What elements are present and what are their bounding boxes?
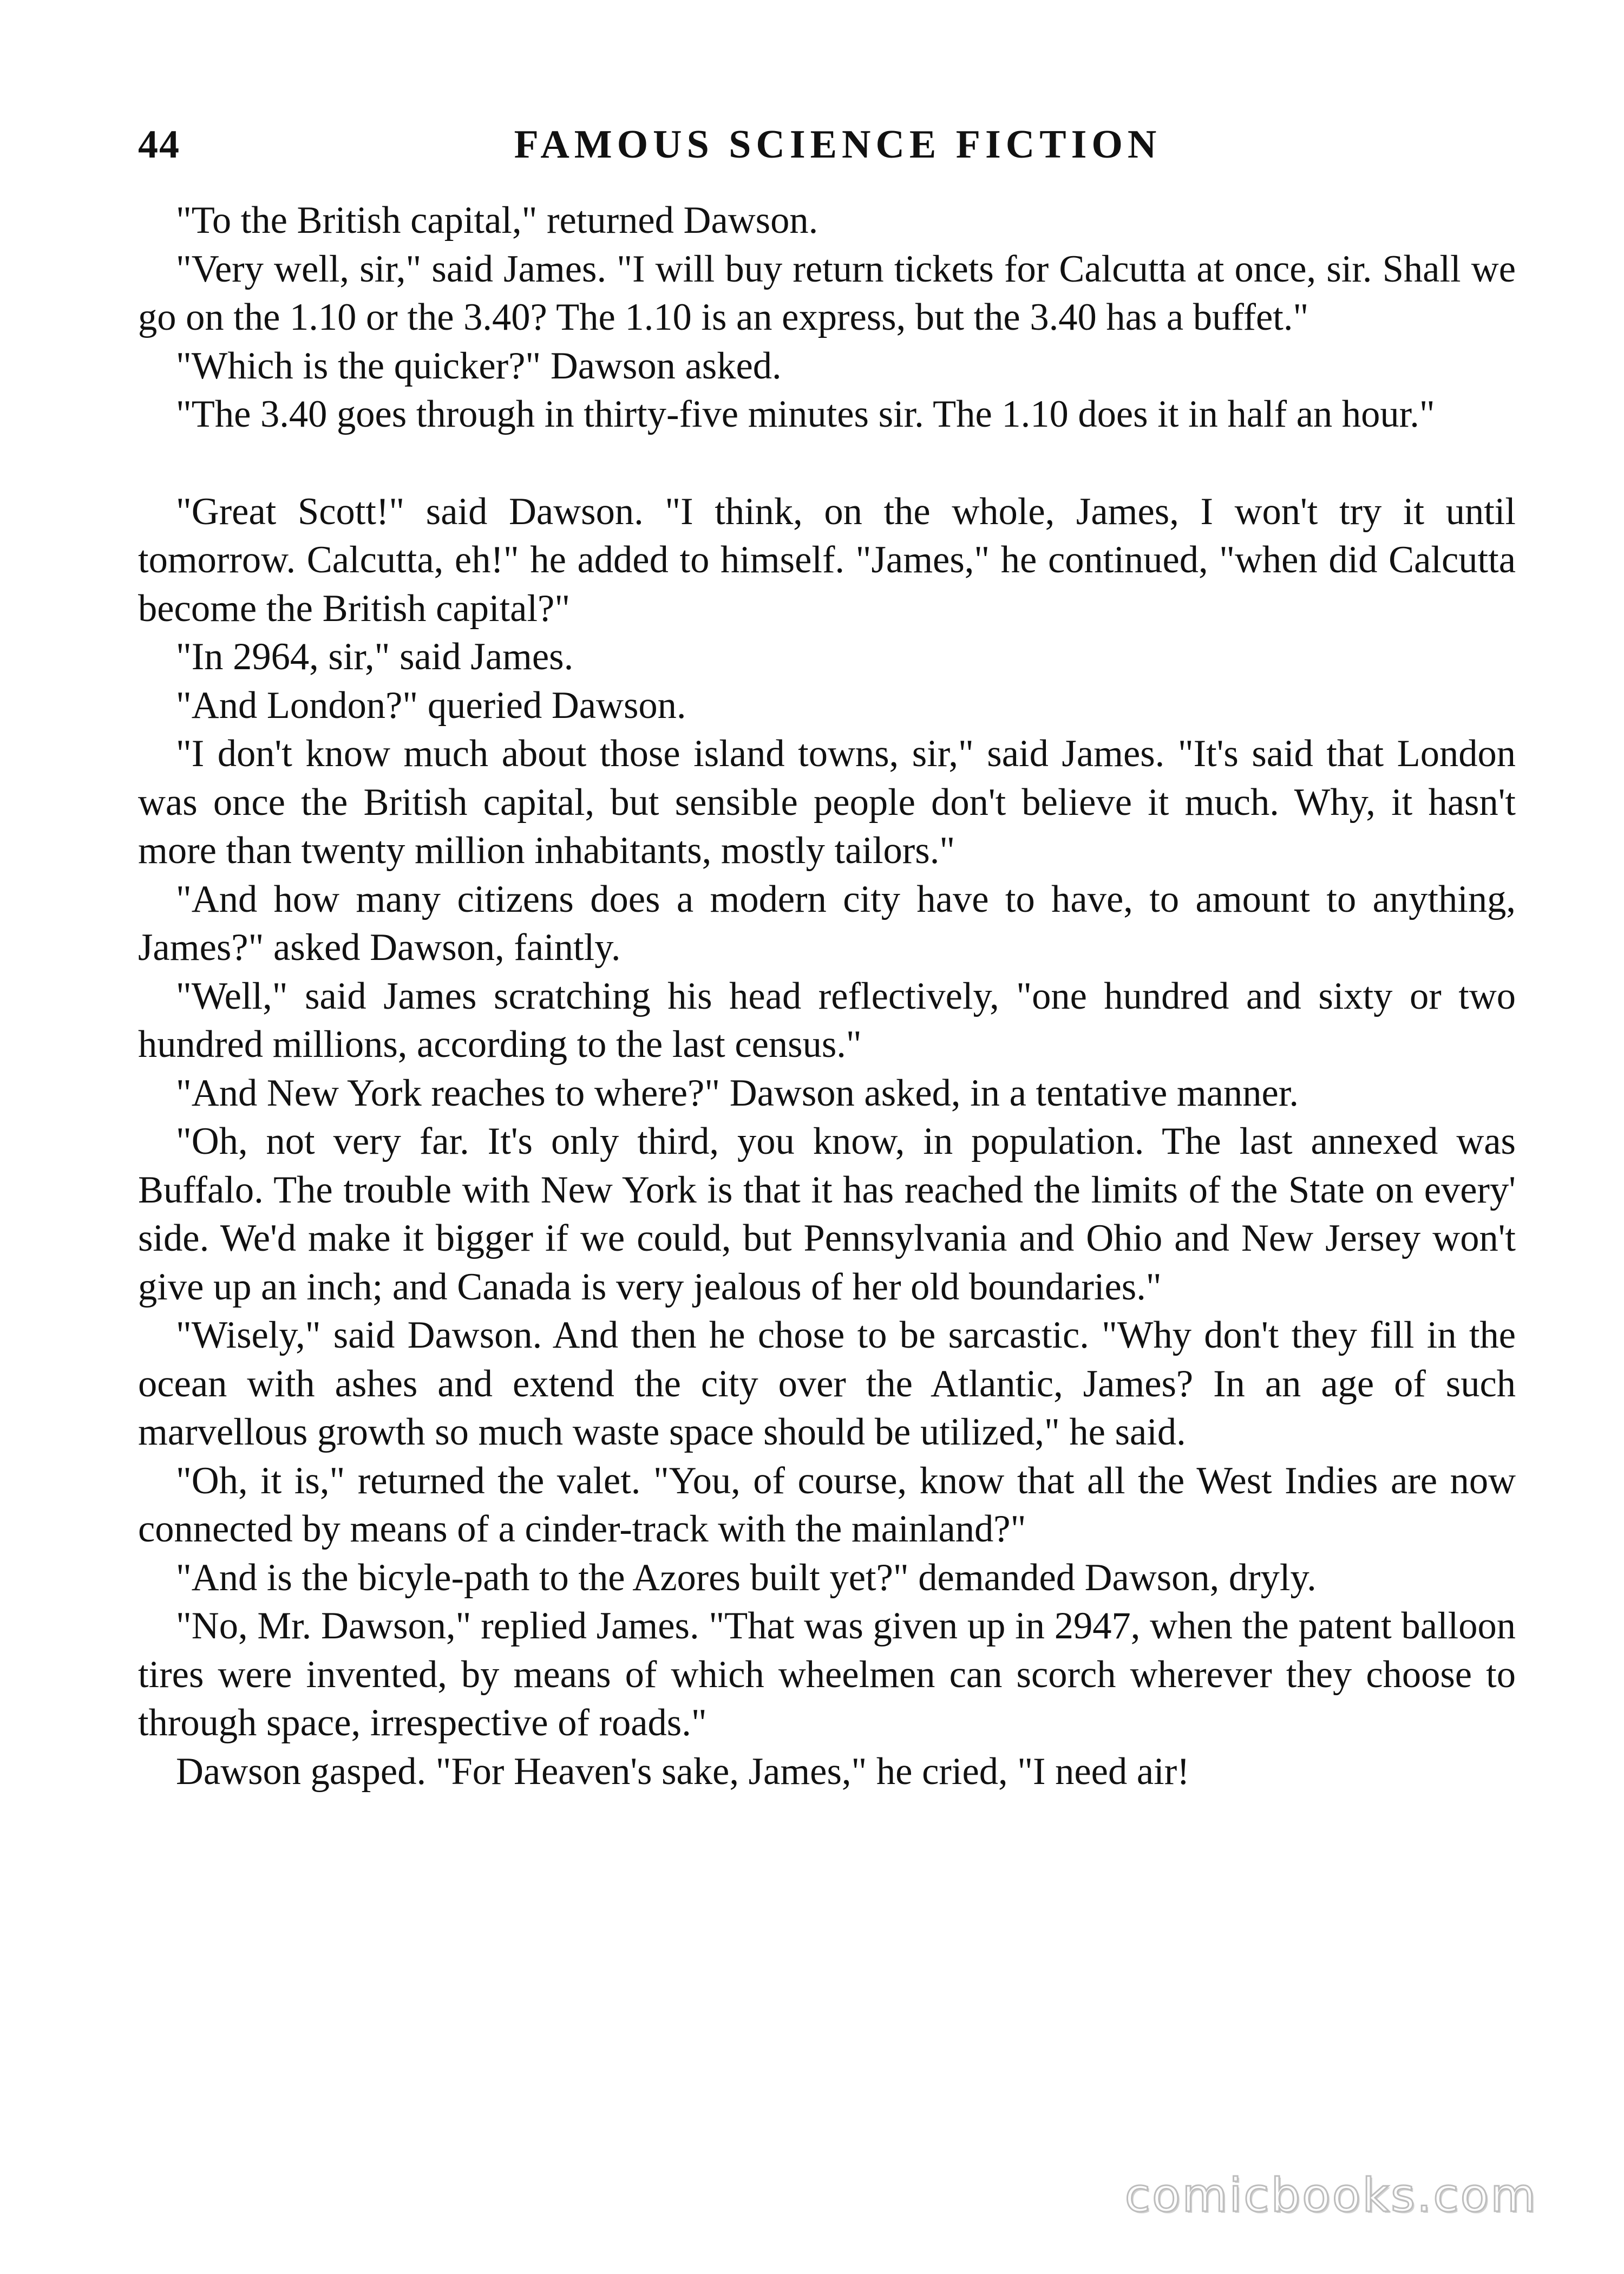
paragraph: "And how many citizens does a modern city have to have, to amount to anything, James?" asked Dawson, faintly.	[138, 878, 1516, 969]
paragraph: "Great Scott!" said Dawson. "I think, on the whole, James, I won't try it until tomorrow. Calcutta, eh!" he added to himself. "James," he continued, "when did Calcutta become the British capital?"	[138, 490, 1516, 630]
paragraph: "To the British capital," returned Dawson.	[176, 199, 818, 241]
paragraph: Dawson gasped. "For Heaven's sake, James," he cried, "I need air!	[176, 1750, 1190, 1793]
paragraph: "Very well, sir," said James. "I will buy return tickets for Calcutta at once, sir. Shall we go on the 1.10 or the 3.40? The 1.10 is an express, but the 3.40 has a buffet."	[138, 247, 1516, 338]
paragraph: "The 3.40 goes through in thirty-five minutes sir. The 1.10 does it in half an hour."	[176, 393, 1435, 435]
book-page	[138, 122, 1516, 1796]
paragraph: "Well," said James scratching his head reflectively, "one hundred and sixty or two hundred millions, according to the last census."	[138, 975, 1516, 1066]
paragraph: "Wisely," said Dawson. And then he chose to be sarcastic. "Why don't they fill in the ocean with ashes and extend the city over the Atlantic, James? In an age of such marvellous growth so much waste space should be utilized," he said.	[138, 1314, 1516, 1453]
page-number: 44	[138, 122, 180, 167]
paragraph: "Oh, it is," returned the valet. "You, of course, know that all the West Indies are now connected by means of a cinder-track with the mainland?"	[138, 1459, 1516, 1550]
paragraph: "Which is the quicker?" Dawson asked.	[176, 344, 782, 387]
watermark: comicbooks.com	[1124, 2168, 1537, 2223]
paragraph: "No, Mr. Dawson," replied James. "That was given up in 2947, when the patent balloon tires were invented, by means of which wheelmen can scorch wherever they choose to through space, irrespective of roads."	[138, 1605, 1516, 1744]
page-header	[138, 122, 1516, 187]
paragraph: "And New York reaches to where?" Dawson asked, in a tentative manner.	[176, 1071, 1299, 1114]
paragraph: "Oh, not very far. It's only third, you know, in population. The last annexed was Buffalo. The trouble with New York is that it has reached the limits of the State on every' side. We'd make it bigger if we could, but Pennsylvania and Ohio and New Jersey won't give up an inch; and Canada is very jealous of her old boundaries."	[138, 1120, 1516, 1308]
paragraph: "In 2964, sir," said James.	[176, 636, 574, 678]
paragraph: "And is the bicyle-path to the Azores built yet?" demanded Dawson, dryly.	[176, 1556, 1317, 1599]
paragraph: "And London?" queried Dawson.	[176, 684, 686, 727]
paragraph: "I don't know much about those island towns, sir," said James. "It's said that London was once the British capital, but sensible people don't believe it much. Why, it hasn't more than twenty million inhabitants, mostly tailors."	[138, 733, 1516, 872]
story-text	[138, 197, 1516, 1796]
running-title: FAMOUS SCIENCE FICTION	[514, 122, 1162, 167]
